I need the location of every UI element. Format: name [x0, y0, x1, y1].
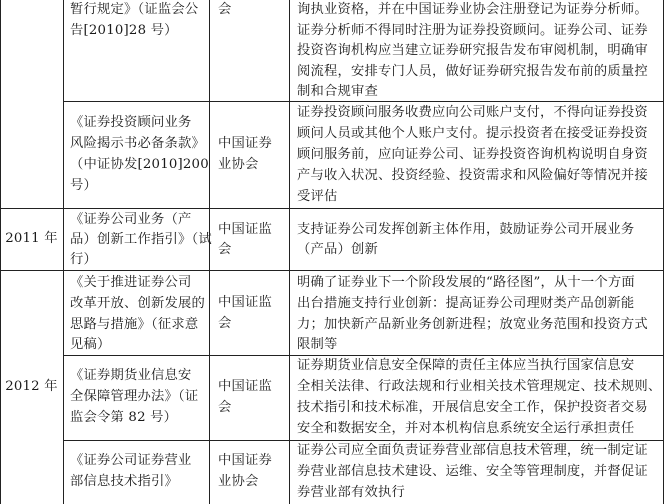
description-line: 顾问人员或其他个人账户支付。提示投资者在接受证券投资 [297, 126, 648, 141]
description-line: 限制等 [297, 337, 338, 352]
issuing-body-line: 会 [218, 316, 232, 331]
regulation-name-line: 品）创新工作指引》（试 [70, 232, 212, 247]
column-divider-name [209, 0, 210, 504]
description-line: 证券分析师不得同时注册为证券投资顾问。证券公司、证券 [297, 23, 648, 38]
year-label: 2011 年 [5, 231, 58, 246]
regulation-name-line: 监会令第 82 号） [70, 410, 178, 425]
issuing-body-line: 中国证券 [218, 136, 272, 151]
description-line: 安全和数据安全，并对本机构信息系统安全运行承担责任 [297, 421, 635, 436]
regulation-name-line: 号） [70, 178, 97, 193]
description-line: 证券公司应全面负责证券营业部信息技术管理，统一制定证 [297, 443, 648, 458]
issuing-body-line: 中国证监 [218, 379, 272, 394]
year-label: 2012 年 [5, 379, 58, 394]
issuing-body-line: 会 [218, 400, 232, 415]
issuing-body-line: 业协会 [218, 474, 259, 489]
description-line: 产与收入状况、投资经验、投资需求和风险偏好等情况并接 [297, 168, 648, 183]
regulation-name-line: （中证协发[2010]200 [70, 157, 209, 172]
description-line: 技术指引和技术标准，开展信息安全工作，保护投资者交易 [297, 400, 648, 415]
issuing-body-line: 中国证监 [218, 222, 272, 237]
description-line: 支持证券公司发挥创新主体作用，鼓励证券公司开展业务 [297, 222, 635, 237]
issuing-body-line: 业协会 [218, 157, 259, 172]
regulation-name-line: 改革开放、创新发展的 [70, 296, 205, 311]
description-line: 力；加快新产品新业务创新进程；放宽业务范围和投资方式 [297, 317, 648, 332]
description-line: 投资咨询机构应当建立证券研究报告发布审阅机制，明确审 [297, 43, 648, 58]
row-divider [0, 270, 664, 271]
regulation-name-line: 《证券公司证券营业 [70, 453, 192, 468]
issuing-body-line: 中国证监 [218, 295, 272, 310]
regulation-name-line: 《关于推进证券公司 [70, 275, 192, 290]
description-line: 受评估 [297, 189, 338, 204]
regulation-name-line: 告[2010]28 号） [70, 23, 178, 38]
issuing-body-line: 会 [218, 242, 232, 257]
description-line: 制和合规审查 [297, 84, 378, 99]
description-line: 询执业资格，并在中国证券业协会注册登记为证券分析师。 [297, 2, 648, 17]
issuing-body-line: 会 [218, 2, 232, 17]
regulation-name-line: 《证券投资顾问业务 [70, 115, 192, 130]
description-line: 券营业部有效执行 [297, 485, 405, 500]
description-line: （产品）创新 [297, 242, 378, 257]
regulation-name-line: 风险揭示书必备条款》 [70, 136, 205, 151]
regulation-name-line: 暂行规定》（证监会公 [70, 2, 199, 17]
regulation-name-line: 见稿） [70, 337, 111, 352]
description-line: 出台措施支持行业创新：提高证券公司理财类产品创新能 [297, 296, 635, 311]
regulation-name-line: 部信息技术指引》 [70, 474, 178, 489]
regulation-name-line: 《证券公司业务（产 [70, 212, 192, 227]
description-line: 全相关法律、行政法规和行业相关技术管理规定、技术规则、 [297, 379, 662, 394]
description-line: 证券投资顾问服务收费应向公司账户支付，不得向证券投资 [297, 105, 648, 120]
row-divider [0, 208, 664, 209]
column-divider-org [289, 0, 290, 504]
description-line: 明确了证券业下一个阶段发展的“路径图”，从十一个方面 [297, 275, 635, 290]
column-divider-year [63, 0, 64, 504]
description-line: 阅流程，安排专门人员，做好证券研究报告发布前的质量控 [297, 64, 648, 79]
table-border-left [0, 0, 1, 504]
regulation-name-line: 全保障管理办法》（证 [70, 389, 199, 404]
issuing-body-line: 中国证券 [218, 453, 272, 468]
regulation-name-line: 行） [70, 252, 97, 267]
description-line: 顾问服务前，应向证券公司、证券投资咨询机构说明自身资 [297, 147, 648, 162]
regulation-name-line: 《证券期货业信息安 [70, 368, 192, 383]
description-line: 券营业部信息技术建设、运维、安全等管理制度，并督促证 [297, 464, 648, 479]
regulation-name-line: 思路与措施》（征求意 [70, 317, 199, 332]
description-line: 证券期货业信息安全保障的责任主体应当执行国家信息安 [297, 358, 635, 373]
